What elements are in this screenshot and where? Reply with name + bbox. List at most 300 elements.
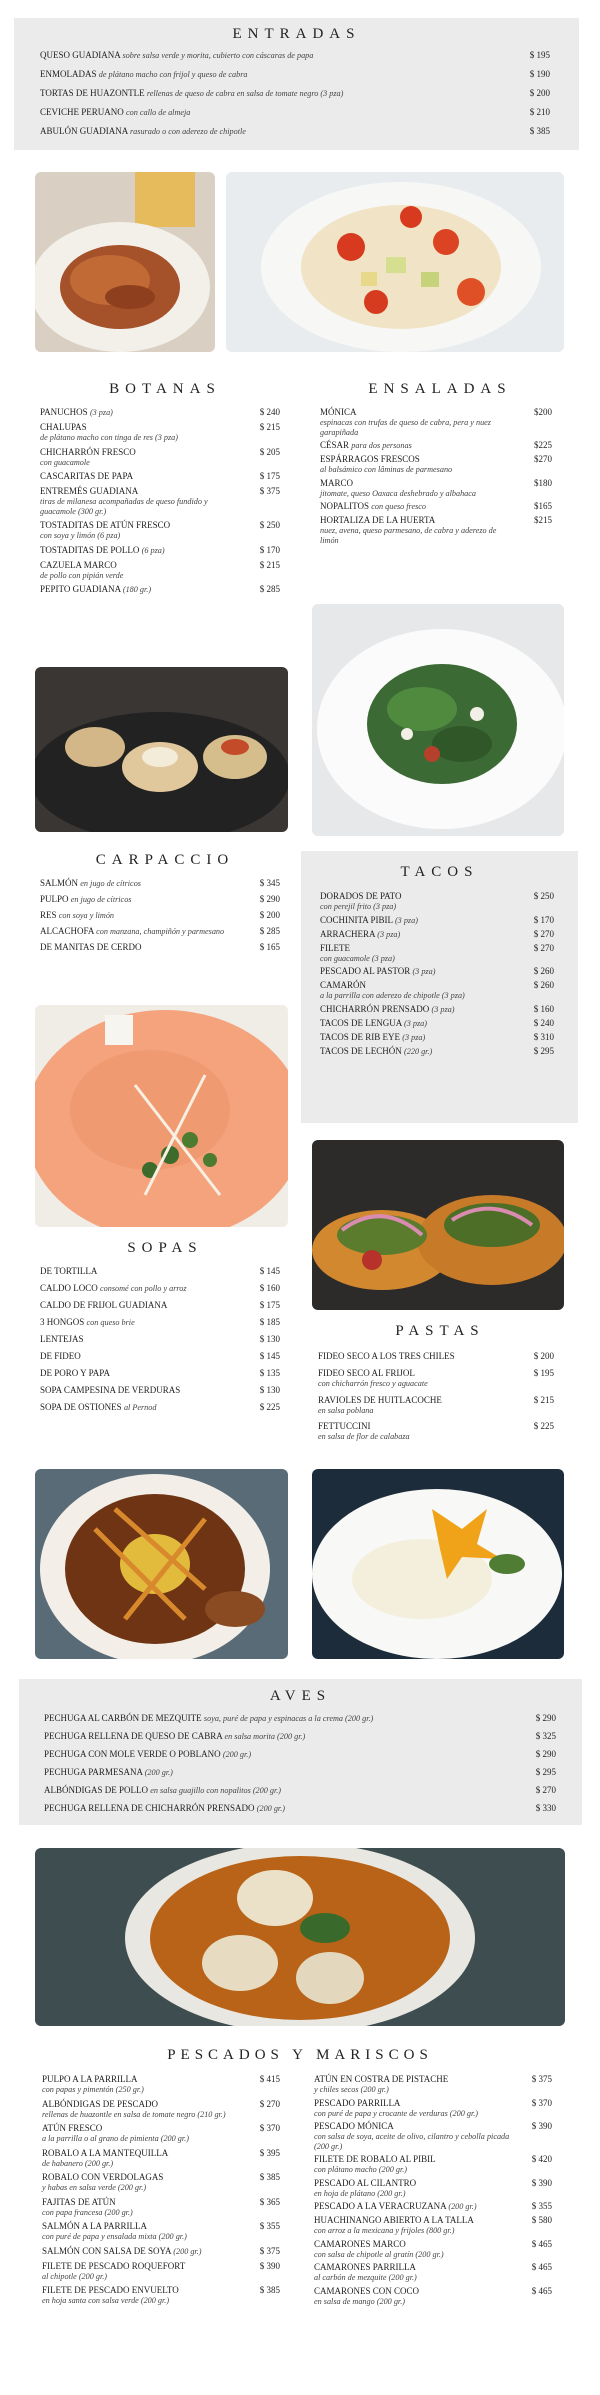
menu-item-name: TOSTADITAS DE ATÚN FRESCO	[40, 520, 171, 530]
menu-item	[320, 891, 554, 912]
menu-item-price: $ 395	[259, 2147, 280, 2158]
menu-item	[314, 2262, 552, 2283]
menu-item-description: (200 gr.)	[448, 2202, 477, 2211]
menu-item	[42, 2074, 280, 2095]
menu-item-name: FILETE DE PESCADO ENVUELTO	[42, 2285, 179, 2295]
menu-item-description: en hoja santa con salsa verde (200 gr.)	[42, 2296, 170, 2305]
menu-item-description: sobre salsa verde y morita, cubierto con cáscaras de papa	[122, 51, 314, 60]
menu-item-description: con salsa de soya, aceite de olivo, cilantro y cebolla picada (200 gr.)	[314, 2132, 510, 2151]
menu-item-name: SALMÓN A LA PARRILLA	[42, 2221, 147, 2231]
menu-item-name: FIDEO SECO A LOS TRES CHILES	[318, 1351, 455, 1361]
menu-item-price: $200	[534, 407, 552, 417]
menu-item-name: PEPITO GUADIANA	[40, 584, 121, 594]
menu-item-price: $ 145	[259, 1266, 280, 1276]
menu-item	[314, 2074, 552, 2095]
menu-item	[40, 1334, 280, 1345]
entradas-list	[40, 50, 550, 145]
menu-item-description: espinacas con trufas de queso de cabra, pera y nuez garapiñada	[320, 418, 491, 437]
menu-item-price: $ 345	[259, 878, 280, 888]
menu-item	[40, 126, 550, 137]
menu-item-description: y habas en salsa verde (200 gr.)	[42, 2183, 147, 2192]
menu-item-price: $ 130	[259, 1334, 280, 1344]
menu-item-price: $ 260	[533, 980, 554, 990]
menu-item-description: de plátano macho con tinga de res (3 pza)	[40, 433, 178, 442]
menu-item-name: ENTREMÉS GUADIANA	[40, 486, 139, 496]
menu-item	[320, 929, 554, 940]
menu-item-description: con manzana, champiñón y parmesano	[96, 927, 225, 936]
menu-item-name: PECHUGA AL CARBÓN DE MEZQUITE	[44, 1713, 202, 1723]
menu-item-name: PESCADO PARRILLA	[314, 2097, 401, 2108]
menu-item-price: $ 415	[259, 2074, 280, 2084]
menu-item	[314, 2098, 552, 2119]
menu-item-description: jitomate, queso Oaxaca deshebrado y albahaca	[320, 488, 476, 498]
menu-item-description: con perejil frito (3 pza)	[320, 902, 397, 911]
menu-item-description: (200 gr.)	[173, 2246, 202, 2256]
menu-item	[40, 545, 280, 556]
menu-item-name: ROBALO CON VERDOLAGAS	[42, 2172, 164, 2182]
tacos-list	[320, 891, 554, 1060]
menu-item	[320, 915, 554, 926]
menu-item-price: $ 190	[529, 69, 550, 79]
menu-item-price: $ 175	[259, 471, 280, 481]
menu-item	[320, 1046, 554, 1057]
enmoladas-photo	[35, 172, 215, 352]
menu-item-price: $ 215	[259, 559, 280, 570]
menu-item-name: FILETE DE ROBALO AL PIBIL	[314, 2154, 436, 2164]
menu-item-description: con puré de papa y ensalada mixta (200 gr.)	[42, 2232, 187, 2241]
menu-item-price: $ 175	[259, 1300, 280, 1310]
menu-item-name: CHICHARRÓN FRESCO	[40, 446, 136, 457]
menu-item-description: rasurado o con aderezo de chipotle	[130, 127, 246, 136]
menu-item-price: $ 285	[259, 584, 280, 594]
sopas-title: SOPAS	[127, 1240, 203, 1256]
menu-item-price: $ 365	[259, 2196, 280, 2207]
menu-item	[314, 2286, 552, 2307]
menu-item	[320, 1032, 554, 1043]
menu-item-price: $ 270	[535, 1785, 556, 1795]
menu-item-description: con soya y limón	[58, 911, 115, 920]
menu-item	[40, 1385, 280, 1396]
menu-item-name: ROBALO A LA MANTEQUILLA	[42, 2147, 169, 2158]
menu-item	[320, 440, 552, 451]
sopa-photo	[35, 1469, 288, 1659]
menu-item-description: (3 pza)	[377, 929, 401, 939]
menu-item-description: con papas y pimentón (250 gr.)	[42, 2085, 144, 2094]
menu-item	[40, 50, 550, 61]
menu-item-price: $ 170	[533, 914, 554, 925]
menu-item	[42, 2221, 280, 2242]
menu-item	[314, 2215, 552, 2236]
menu-item	[40, 1283, 280, 1294]
tacos-title: TACOS	[400, 864, 479, 880]
menu-item-description: en jugo de cítricos	[80, 879, 141, 888]
menu-item-description: al carbón de mezquite (200 gr.)	[314, 2273, 417, 2282]
menu-item-description: en hoja de plátano (200 gr.)	[314, 2188, 406, 2198]
ceviche-photo	[226, 172, 564, 352]
menu-item-name: PULPO	[40, 894, 69, 904]
menu-item	[320, 980, 554, 1001]
menu-item	[320, 1018, 554, 1029]
menu-item	[40, 1266, 280, 1277]
menu-item-price: $ 130	[259, 1385, 280, 1395]
botanas-list	[40, 407, 280, 599]
menu-item-description: (6 pza)	[141, 545, 165, 555]
menu-item	[44, 1803, 556, 1814]
menu-item-name: SALMÓN	[40, 878, 79, 888]
menu-item-price: $ 465	[531, 2285, 552, 2296]
menu-item	[314, 2201, 552, 2212]
carpaccio-photo	[35, 1005, 288, 1227]
menu-item	[40, 422, 280, 443]
ensaladas-title: ENSALADAS	[368, 381, 512, 397]
menu-item	[40, 1368, 280, 1379]
menu-item-description: con chicharrón fresco y aguacate	[318, 1379, 428, 1388]
menu-item	[44, 1713, 556, 1724]
menu-item-price: $ 160	[533, 1003, 554, 1014]
pescados-left-list	[42, 2074, 280, 2310]
menu-item-description: (3 pza)	[394, 915, 418, 925]
menu-item-name: CEVICHE PERUANO	[40, 107, 124, 117]
menu-item	[40, 560, 280, 581]
menu-item-description: en salsa guajillo con nopalitos (200 gr.)	[150, 1786, 282, 1795]
menu-item-price: $ 370	[259, 2123, 280, 2133]
menu-item-price: $ 355	[259, 2221, 280, 2231]
menu-item-price: $ 325	[535, 1731, 556, 1741]
menu-item-name: COCHINITA PIBIL	[320, 914, 393, 925]
menu-item	[320, 501, 552, 512]
menu-item	[42, 2099, 280, 2120]
ensaladas-list	[320, 407, 552, 548]
aves-photo	[35, 1848, 565, 2026]
menu-item	[318, 1421, 554, 1442]
menu-item-price: $225	[534, 440, 552, 450]
menu-item-name: ARRACHERA	[320, 928, 376, 939]
menu-item-price: $ 260	[533, 966, 554, 976]
menu-item-description: en jugo de cítricos	[70, 895, 132, 904]
menu-item-name: TACOS DE LECHÓN	[320, 1045, 402, 1056]
menu-item-name: PESCADO AL CILANTRO	[314, 2177, 417, 2188]
menu-item-name: TOSTADITAS DE POLLO	[40, 544, 140, 555]
menu-item-name: HUACHINANGO ABIERTO A LA TALLA	[314, 2215, 474, 2225]
menu-item-description: con callo de almeja	[126, 108, 191, 117]
menu-item-description: al Pernod	[123, 1403, 157, 1412]
menu-item-name: NOPALITOS	[320, 501, 370, 511]
tacos-photo	[312, 1140, 564, 1310]
menu-item	[42, 2261, 280, 2282]
menu-item-name: PESCADO MÓNICA	[314, 2121, 394, 2131]
menu-item-description: con plátano macho (200 gr.)	[314, 2165, 408, 2174]
aves-list	[44, 1713, 556, 1821]
menu-item-price: $ 290	[535, 1713, 556, 1723]
menu-item-price: $ 295	[533, 1045, 554, 1056]
tostaditas-photo	[35, 667, 288, 832]
menu-item-description: al chipotle (200 gr.)	[42, 2271, 108, 2281]
menu-item	[40, 910, 280, 921]
menu-item-name: CALDO LOCO	[40, 1283, 98, 1293]
menu-item-price: $ 270	[259, 2098, 280, 2109]
carpaccio-title: CARPACCIO	[95, 852, 235, 868]
menu-item-name: SOPA CAMPESINA DE VERDURAS	[40, 1385, 181, 1395]
menu-item-price: $180	[534, 477, 552, 488]
menu-item-price: $ 225	[259, 1402, 280, 1412]
menu-item-description: a la parrilla o al grano de pimienta (200 gr.)	[42, 2134, 189, 2143]
menu-item-description: (200 gr.)	[222, 1750, 252, 1759]
menu-item-description: con soya y limón (6 pza)	[40, 531, 121, 540]
menu-item-name: MÓNICA	[320, 407, 357, 417]
menu-item-price: $ 215	[259, 422, 280, 432]
menu-item	[40, 942, 280, 953]
menu-item-price: $ 195	[533, 1368, 554, 1378]
menu-item-price: $ 295	[535, 1767, 556, 1777]
menu-item-price: $ 355	[531, 2201, 552, 2211]
botanas-title: BOTANAS	[109, 381, 221, 397]
menu-item-description: (200 gr.)	[256, 1804, 285, 1813]
menu-item-price: $ 385	[259, 2172, 280, 2182]
menu-item-name: PANUCHOS	[40, 407, 88, 417]
menu-item	[40, 88, 550, 99]
menu-item-description: (200 gr.)	[144, 1768, 173, 1777]
menu-item	[318, 1368, 554, 1389]
menu-item	[314, 2121, 552, 2151]
menu-item-price: $ 270	[533, 928, 554, 939]
menu-item	[44, 1749, 556, 1760]
menu-item-name: DE PORO Y PAPA	[40, 1368, 110, 1378]
sopas-list	[40, 1266, 280, 1419]
menu-item-name: FIDEO SECO AL FRIJOL	[318, 1368, 415, 1378]
menu-item-description: tiras de milanesa acompañadas de queso fundido y guacamole (300 gr.)	[40, 497, 208, 516]
menu-item-price: $ 465	[531, 2262, 552, 2272]
menu-item	[40, 878, 280, 889]
menu-item-description: con puré de papa y crocante de verduras (200 gr.)	[314, 2108, 479, 2118]
menu-item-name: ATÚN FRESCO	[42, 2123, 103, 2133]
menu-item-description: con queso brie	[86, 1318, 135, 1327]
menu-item-description: con arroz a la mexicana y frijoles (800 gr.)	[314, 2226, 455, 2235]
menu-item-price: $ 375	[259, 2245, 280, 2256]
menu-item-price: $ 370	[531, 2097, 552, 2108]
menu-item-name: CÉSAR	[320, 440, 350, 450]
menu-item-price: $ 240	[533, 1017, 554, 1028]
menu-item-price: $ 240	[259, 407, 280, 417]
menu-item-name: FAJITAS DE ATÚN	[42, 2196, 116, 2207]
menu-item-price: $ 375	[531, 2074, 552, 2084]
menu-item-description: soya, puré de papa y espinacas a la crema (200 gr.)	[203, 1714, 374, 1723]
menu-item-name: TACOS DE LENGUA	[320, 1017, 402, 1028]
menu-item	[44, 1785, 556, 1796]
menu-item-name: 3 HONGOS	[40, 1317, 85, 1327]
menu-item-price: $ 200	[529, 88, 550, 98]
menu-item-description: (3 pza)	[89, 408, 113, 417]
menu-item	[40, 520, 280, 541]
menu-item	[40, 486, 280, 516]
menu-item-name: PECHUGA PARMESANA	[44, 1767, 143, 1777]
menu-item-price: $ 215	[533, 1394, 554, 1405]
menu-item-price: $ 390	[531, 2177, 552, 2188]
menu-item-name: PECHUGA RELLENA DE QUESO DE CABRA	[44, 1731, 223, 1741]
menu-item	[40, 447, 280, 468]
entradas-title: ENTRADAS	[232, 26, 361, 42]
menu-item-price: $ 385	[259, 2285, 280, 2295]
menu-item-name: CAMARONES PARRILLA	[314, 2262, 416, 2272]
menu-item-price: $ 200	[259, 910, 280, 920]
menu-item-price: $ 225	[533, 1421, 554, 1431]
menu-item-name: TORTAS DE HUAZONTLE	[40, 88, 145, 98]
menu-item-name: ENMOLADAS	[40, 69, 97, 79]
menu-item-name: PESCADO A LA VERACRUZANA	[314, 2201, 447, 2211]
menu-item-description: para dos personas	[351, 441, 412, 450]
menu-item-description: con papa francesa (200 gr.)	[42, 2207, 133, 2217]
menu-item	[44, 1731, 556, 1742]
menu-item-price: $ 465	[531, 2238, 552, 2249]
pastas-list	[318, 1351, 554, 1448]
menu-item-description: (180 gr.)	[122, 585, 152, 594]
menu-item-price: $ 390	[259, 2260, 280, 2271]
menu-item-description: (3 pza)	[404, 1018, 427, 1028]
menu-item-name: PECHUGA RELLENA DE CHICHARRÓN PRENSADO	[44, 1803, 255, 1813]
menu-item-name: DORADOS DE PATO	[320, 891, 402, 901]
menu-item-price: $ 385	[529, 126, 550, 136]
menu-item-price: $ 290	[259, 894, 280, 904]
menu-item-name: CHALUPAS	[40, 422, 87, 432]
menu-item-description: con queso fresco	[371, 502, 426, 511]
menu-item-price: $ 250	[259, 520, 280, 530]
menu-item	[40, 1351, 280, 1362]
menu-item-description: al balsámico con lâminas de parmesano	[320, 465, 453, 474]
pastas-title: PASTAS	[395, 1323, 485, 1339]
menu-item-name: ALBÓNDIGAS DE PESCADO	[42, 2098, 159, 2109]
menu-item	[40, 471, 280, 482]
menu-item-price: $215	[534, 515, 552, 525]
menu-item-price: $ 200	[533, 1351, 554, 1361]
aves-title: AVES	[269, 1688, 332, 1704]
menu-item-name: HORTALIZA DE LA HUERTA	[320, 515, 436, 525]
menu-item	[40, 894, 280, 905]
menu-item	[42, 2197, 280, 2218]
menu-item	[42, 2172, 280, 2193]
menu-item	[42, 2246, 280, 2257]
menu-item-name: CAMARONES CON COCO	[314, 2285, 420, 2296]
menu-item-price: $ 145	[259, 1351, 280, 1361]
menu-item	[40, 1300, 280, 1311]
menu-item-description: consomé con pollo y arroz	[100, 1284, 187, 1293]
menu-item-name: DE TORTILLA	[40, 1266, 98, 1276]
menu-item	[320, 943, 554, 964]
menu-item	[314, 2178, 552, 2199]
menu-item-name: CHICHARRÓN PRENSADO	[320, 1003, 430, 1014]
menu-item-name: ABULÓN GUADIANA	[40, 126, 128, 136]
menu-item	[320, 966, 554, 977]
pescados-title: PESCADOS Y MARISCOS	[167, 2047, 433, 2063]
menu-item	[320, 454, 552, 475]
menu-item-name: CALDO DE FRIJOL GUADIANA	[40, 1300, 168, 1310]
menu-item	[40, 69, 550, 80]
menu-item-name: PECHUGA CON MOLE VERDE O POBLANO	[44, 1749, 221, 1759]
menu-item-price: $ 390	[531, 2121, 552, 2131]
menu-item-price: $165	[534, 501, 552, 511]
menu-item	[42, 2285, 280, 2306]
menu-item-price: $ 310	[533, 1031, 554, 1042]
menu-item	[320, 407, 552, 437]
menu-item-price: $ 135	[259, 1368, 280, 1378]
menu-item-description: de pollo con pipián verde	[40, 570, 124, 580]
menu-item-description: en salsa de mango (200 gr.)	[314, 2296, 405, 2306]
menu-item-price: $ 270	[533, 942, 554, 953]
menu-item-price: $ 195	[529, 50, 550, 60]
menu-item-name: RAVIOLES DE HUITLACOCHE	[318, 1394, 442, 1405]
menu-item-price: $ 210	[529, 107, 550, 117]
menu-item-price: $270	[534, 454, 552, 464]
menu-item-name: CAZUELA MARCO	[40, 559, 117, 570]
menu-item	[320, 1004, 554, 1015]
menu-item	[42, 2148, 280, 2169]
menu-item-price: $ 330	[535, 1803, 556, 1813]
menu-item-description: en salsa de flor de calabaza	[318, 1432, 410, 1441]
ensalada-photo	[312, 604, 564, 836]
menu-item	[40, 584, 280, 595]
menu-item-price: $ 205	[259, 446, 280, 457]
menu-item-description: en salsa morita (200 gr.)	[224, 1732, 306, 1741]
menu-item-description: en salsa poblana	[318, 1405, 374, 1415]
menu-item-description: rellenas de queso de cabra en salsa de tomate negro (3 pza)	[146, 89, 344, 98]
menu-item-description: nuez, avena, queso parmesano, de cabra y aderezo de limón	[320, 526, 497, 545]
menu-item	[314, 2239, 552, 2260]
menu-item-price: $ 285	[259, 926, 280, 936]
menu-item-name: MARCO	[320, 477, 354, 488]
menu-item-price: $ 290	[535, 1749, 556, 1759]
menu-item	[40, 926, 280, 937]
menu-item-name: ESPÁRRAGOS FRESCOS	[320, 454, 420, 464]
menu-item-name: CAMARONES MARCO	[314, 2238, 406, 2249]
menu-item-description: a la parrilla con aderezo de chipotle (3 pza)	[320, 991, 465, 1000]
menu-item-price: $ 160	[259, 1283, 280, 1293]
menu-item-price: $ 250	[533, 891, 554, 901]
menu-item-name: CAMARÓN	[320, 980, 367, 990]
carpaccio-list	[40, 878, 280, 958]
menu-item	[318, 1395, 554, 1416]
menu-item-name: FETTUCCINI	[318, 1421, 371, 1431]
menu-item-description: (220 gr.)	[404, 1046, 433, 1056]
menu-item-price: $ 185	[259, 1317, 280, 1327]
menu-item-description: de plátano macho con frijol y queso de cabra	[98, 70, 248, 79]
menu-item-name: ALCACHOFA	[40, 926, 94, 936]
menu-item-name: SOPA DE OSTIONES	[40, 1402, 122, 1412]
menu-item-description: con salsa de chipotle al gratín (200 gr.)	[314, 2249, 444, 2259]
menu-item-name: TACOS DE RIB EYE	[320, 1031, 401, 1042]
menu-item-name: LENTEJAS	[40, 1334, 84, 1344]
menu-item-name: DE FIDEO	[40, 1351, 81, 1361]
menu-item	[40, 107, 550, 118]
menu-item	[44, 1767, 556, 1778]
menu-item-description: rellenas de huazontle en salsa de tomate negro (210 gr.)	[42, 2109, 226, 2119]
menu-item-name: PESCADO AL PASTOR	[320, 966, 411, 976]
menu-item	[40, 1402, 280, 1413]
menu-item	[320, 515, 552, 545]
menu-item-name: ALBÓNDIGAS DE POLLO	[44, 1785, 148, 1795]
menu-item-description: con guacamole	[40, 457, 90, 467]
menu-item-name: CASCARITAS DE PAPA	[40, 471, 134, 481]
menu-item	[314, 2154, 552, 2175]
menu-item-description: con guacamole (3 pza)	[320, 953, 395, 963]
menu-item-price: $ 375	[259, 486, 280, 496]
menu-item-description: (3 pza)	[412, 967, 436, 976]
menu-item-name: SALMÓN CON SALSA DE SOYA	[42, 2245, 172, 2256]
menu-item-name: PULPO A LA PARRILLA	[42, 2074, 138, 2084]
menu-item-description: (3 pza)	[431, 1004, 455, 1014]
menu-item-description: de habanero (200 gr.)	[42, 2158, 114, 2168]
menu-item-description: y chiles secos (200 gr.)	[314, 2085, 389, 2094]
menu-item-price: $ 420	[531, 2154, 552, 2164]
menu-item	[320, 478, 552, 499]
menu-item	[40, 1317, 280, 1328]
